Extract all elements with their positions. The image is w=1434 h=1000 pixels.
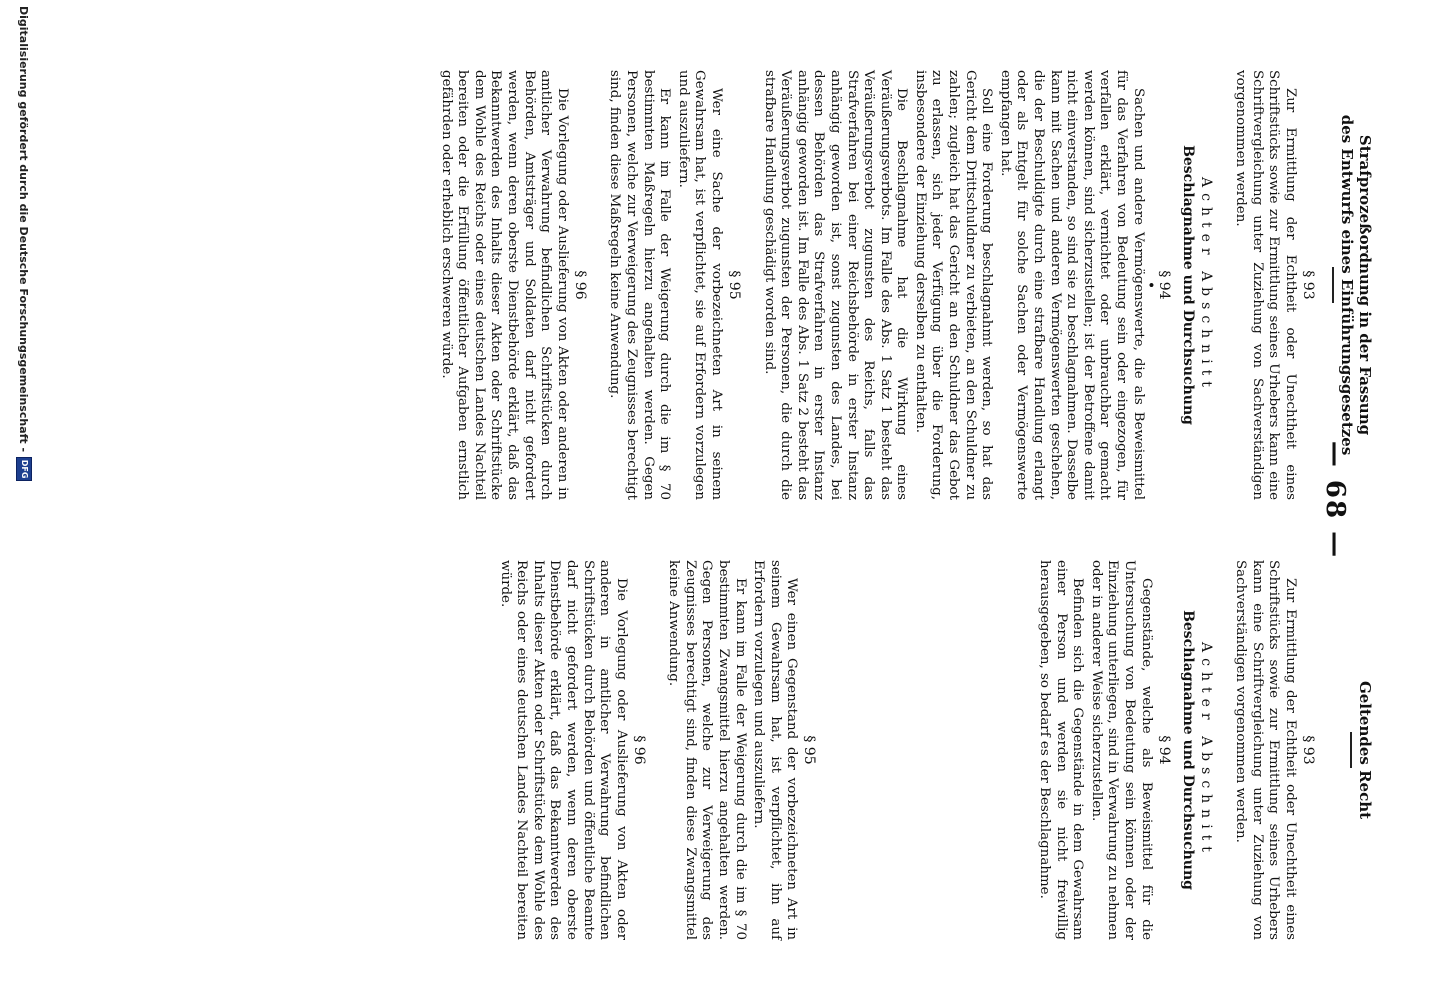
right-column	[494, 560, 1324, 940]
left-sec95-para1: Wer eine Sache der vorbezeichneten Art in seinem Gewahrsam hat, ist verpflichtet, sie auf Erfordern vorzulegen und auszuliefern.	[675, 70, 724, 500]
footer-text: Digitalisierung gefördert durch die Deutsche Forschungsgemeinschaft -	[17, 6, 31, 453]
left-sec95-title: § 95	[725, 270, 742, 300]
left-column	[435, 70, 1324, 500]
left-column-heading	[1332, 70, 1374, 500]
left-sec94-para2: Soll eine Forderung beschlagnahmt werden, so hat das Gericht dem Drittschuldner zu verbieten, an den Schuldner zu zahlen; zugleich hat das Gericht an den Schuldner das Gebot zu erlassen, sich jeder Verfügung über die Forderung, insbesondere der Einziehung derselben zu enthalten.	[912, 70, 995, 500]
right-sec95-para2: Er kann im Falle der Weigerung durch die im § 70 bestimmten Zwangsmittel hierzu angehalten werden. Gegen Personen, welche zur Verweigerung des Zeugnisses berechtigt sind, finden diese Zwangsmittel keine Anwendung.	[666, 560, 748, 940]
left-sec94-dot: •	[1141, 280, 1158, 290]
right-sec96-text: Die Vorlegung oder Auslieferung von Akten oder anderen in amtlicher Verwahrung befindlichen Schriftstücken durch Behörden und öffentliche Beamte darf nicht gefordert werden, wenn deren oberste Dienstbehörde erklärt, daß das Bekanntwerden des Inhalts dieser Akten oder Schriftstücke dem Wohle des Reichs oder eines deutschen Landes Nachteil bereiten würde.	[497, 560, 629, 940]
digitization-footer	[16, 6, 32, 481]
right-sec94-para2: Befinden sich die Gegenstände in dem Gewahrsam einer Person und werden sie nicht freiwillig herausgegeben, so bedarf es der Beschlagnahme.	[1037, 560, 1086, 940]
right-sec96-title: § 96	[630, 735, 647, 765]
right-column-heading	[1350, 560, 1374, 940]
heading-rule	[1332, 267, 1334, 303]
left-sec93-text: Zur Ermittlung der Echtheit oder Unechtheit eines Schriftstücks sowie zur Ermittlung seines Urhebers kann eine Schriftvergleichung unter Zuziehung von Sachverständigen vorgenommen werden.	[1233, 70, 1298, 500]
right-sec93-title: § 93	[1300, 735, 1316, 765]
right-sec95-para1: Wer einen Gegenstand der vorbezeichneten Art in seinem Gewahrsam hat, ist verpflichtet, ihn auf Erfordern vorzulegen und auszuliefern.	[751, 560, 800, 940]
left-sec95-para2: Er kann im Falle der Weigerung durch die im § 70 bestimmten Maßregeln hierzu angehalten werden. Gegen Personen, welche zur Verweigerung des Zeugnisses berechtigt sind, finden diese Maßregeln keine Anwendung.	[607, 70, 673, 500]
left-sec94-title: § 94	[1155, 270, 1172, 300]
page-number: — 68 —	[1320, 440, 1350, 560]
left-abschnitt-label: Achter Abschnitt	[1197, 177, 1214, 393]
left-heading-line1: Strafprozeßordnung in der Fassung	[1356, 134, 1374, 436]
left-sec96-text: Die Vorlegung oder Auslieferung von Akten oder anderen in amtlicher Verwahrung befindlichen Schriftstücken durch Behörden, Amtsträger und Soldaten darf nicht gefordert werden, wenn deren oberste Dienstbehörde erklärt, daß das Bekanntwerden des Inhalts dieser Akten oder Schriftstücke dem Wohle des Reichs oder eines deutschen Landes Nachteil bereiten oder die Erfüllung öffentlicher Aufgaben ernstlich gefährden oder erheblich erschweren würde.	[438, 70, 570, 500]
right-sec95-title: § 95	[801, 735, 818, 765]
left-sec93-title: § 93	[1300, 270, 1316, 300]
left-sec94-para1: Sachen und andere Vermögenswerte, die als Beweismittel für das Verfahren von Bedeutung sein oder eingezogen, für verfallen erklärt, vernichtet oder unbrauchbar gemacht werden können, sind sicherzustellen; ist der Betroffene damit nicht einverstanden, so sind sie zu beschlagnahmen. Dasselbe kann mit Sachen und anderen Vermögenswerten geschehen, die der Beschuldigte durch eine strafbare Handlung erlangt oder als Entgelt für solche Sachen oder Vermögenswerte empfangen hat.	[997, 70, 1146, 500]
left-heading-line2: des Entwurfs eines Einführungsgesetzes	[1338, 114, 1356, 456]
heading-rule	[1350, 732, 1352, 768]
right-sec93-text: Zur Ermittlung der Echtheit oder Unechtheit eines Schriftstücks sowie zur Ermittlung seines Urhebers kann eine Schriftvergleichung unter Zuziehung von Sachverständigen vorgenommen werden.	[1233, 560, 1298, 940]
left-sec96-title: § 96	[571, 270, 588, 300]
right-sec94-para1: Gegenstände, welche als Beweismittel für die Untersuchung von Bedeutung sein können oder der Einziehung unterliegen, sind in Verwahrung zu nehmen oder in anderer Weise sicherzustellen.	[1088, 560, 1154, 940]
right-abschnitt-title: Beschlagnahme und Durchsuchung	[1179, 610, 1196, 890]
left-abschnitt-title: Beschlagnahme und Durchsuchung	[1179, 145, 1196, 425]
right-sec94-title: § 94	[1155, 735, 1172, 765]
right-heading: Geltendes Recht	[1356, 680, 1374, 820]
dfg-logo-icon: DFG	[16, 457, 32, 481]
left-sec94-para3: Die Beschlagnahme hat die Wirkung eines Veräußerungsverbots. Im Falle des Abs. 1 Satz 1 besteht das Veräußerungsverbot zugunsten des Reichs, falls das Strafverfahren bei einer Reichsbehörde in erster Instanz anhängig geworden ist, sonst zugunsten des Landes, bei dessen Behörden das Strafverfahren in erster Instanz anhängig geworden ist. Im Falle des Abs. 1 Satz 2 besteht das Veräußerungsverbot zugunsten der Personen, die durch die strafbare Handlung geschädigt worden sind.	[761, 70, 910, 500]
right-abschnitt-label: Achter Abschnitt	[1197, 642, 1214, 858]
